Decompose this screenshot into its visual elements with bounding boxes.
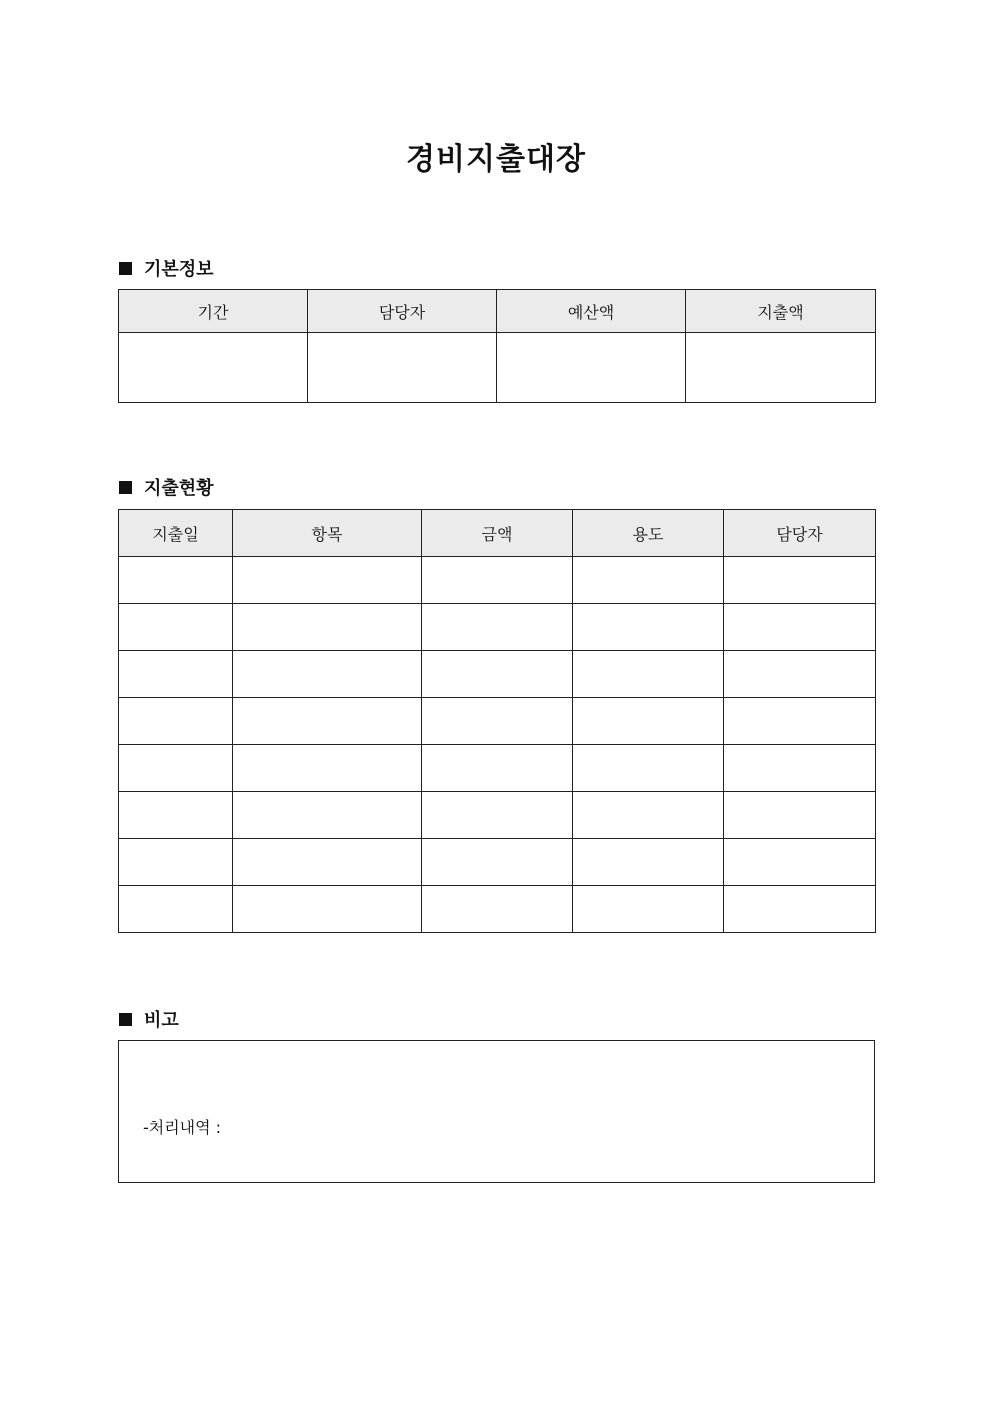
date-cell[interactable] xyxy=(119,886,233,933)
purpose-cell[interactable] xyxy=(573,886,724,933)
expense-table-body xyxy=(119,557,876,933)
person-cell[interactable] xyxy=(724,557,876,604)
header-period: 기간 xyxy=(119,290,308,333)
person-cell[interactable] xyxy=(724,886,876,933)
table-row xyxy=(119,886,876,933)
table-row xyxy=(119,698,876,745)
date-cell[interactable] xyxy=(119,604,233,651)
expense-header-row xyxy=(119,510,876,557)
amount-cell[interactable] xyxy=(422,792,573,839)
manager-cell[interactable] xyxy=(308,333,497,403)
expenditure-cell[interactable] xyxy=(686,333,876,403)
basic-info-header-row xyxy=(119,290,876,333)
table-row xyxy=(119,557,876,604)
date-cell[interactable] xyxy=(119,839,233,886)
amount-cell[interactable] xyxy=(422,651,573,698)
amount-cell[interactable] xyxy=(422,745,573,792)
person-cell[interactable] xyxy=(724,745,876,792)
person-cell[interactable] xyxy=(724,604,876,651)
item-cell[interactable] xyxy=(233,839,422,886)
purpose-cell[interactable] xyxy=(573,698,724,745)
person-cell[interactable] xyxy=(724,839,876,886)
purpose-cell[interactable] xyxy=(573,745,724,792)
basic-info-heading xyxy=(119,255,214,281)
person-cell[interactable] xyxy=(724,698,876,745)
basic-info-table xyxy=(118,289,876,403)
date-cell[interactable] xyxy=(119,745,233,792)
period-cell[interactable] xyxy=(119,333,308,403)
header-person: 담당자 xyxy=(724,510,876,557)
basic-info-input-row xyxy=(119,333,876,403)
purpose-cell[interactable] xyxy=(573,792,724,839)
item-cell[interactable] xyxy=(233,651,422,698)
date-cell[interactable] xyxy=(119,557,233,604)
item-cell[interactable] xyxy=(233,792,422,839)
page-title: 경비지출대장 xyxy=(406,142,586,177)
purpose-cell[interactable] xyxy=(573,651,724,698)
item-cell[interactable] xyxy=(233,886,422,933)
purpose-cell[interactable] xyxy=(573,839,724,886)
person-cell[interactable] xyxy=(724,792,876,839)
header-budget: 예산액 xyxy=(497,290,686,333)
table-row xyxy=(119,745,876,792)
person-cell[interactable] xyxy=(724,651,876,698)
processing-details-label: -처리내역 : xyxy=(143,1118,222,1137)
header-date: 지출일 xyxy=(119,510,233,557)
table-row xyxy=(119,651,876,698)
item-cell[interactable] xyxy=(233,698,422,745)
amount-cell[interactable] xyxy=(422,886,573,933)
remarks-heading xyxy=(119,1006,179,1032)
date-cell[interactable] xyxy=(119,651,233,698)
remarks-heading-label: 비고 xyxy=(144,1010,179,1031)
square-bullet-icon xyxy=(119,481,132,494)
expense-status-heading xyxy=(119,474,214,500)
purpose-cell[interactable] xyxy=(573,557,724,604)
square-bullet-icon xyxy=(119,262,132,275)
expense-status-heading-label: 지출현황 xyxy=(144,478,214,499)
item-cell[interactable] xyxy=(233,745,422,792)
amount-cell[interactable] xyxy=(422,557,573,604)
header-purpose: 용도 xyxy=(573,510,724,557)
table-row xyxy=(119,839,876,886)
item-cell[interactable] xyxy=(233,557,422,604)
remarks-box[interactable] xyxy=(118,1040,875,1183)
expense-status-table xyxy=(118,509,876,933)
header-item: 항목 xyxy=(233,510,422,557)
header-amount: 금액 xyxy=(422,510,573,557)
budget-cell[interactable] xyxy=(497,333,686,403)
amount-cell[interactable] xyxy=(422,698,573,745)
header-manager: 담당자 xyxy=(308,290,497,333)
header-expenditure: 지출액 xyxy=(686,290,876,333)
basic-info-heading-label: 기본정보 xyxy=(144,259,214,280)
item-cell[interactable] xyxy=(233,604,422,651)
purpose-cell[interactable] xyxy=(573,604,724,651)
square-bullet-icon xyxy=(119,1013,132,1026)
amount-cell[interactable] xyxy=(422,604,573,651)
table-row xyxy=(119,604,876,651)
date-cell[interactable] xyxy=(119,792,233,839)
date-cell[interactable] xyxy=(119,698,233,745)
table-row xyxy=(119,792,876,839)
amount-cell[interactable] xyxy=(422,839,573,886)
